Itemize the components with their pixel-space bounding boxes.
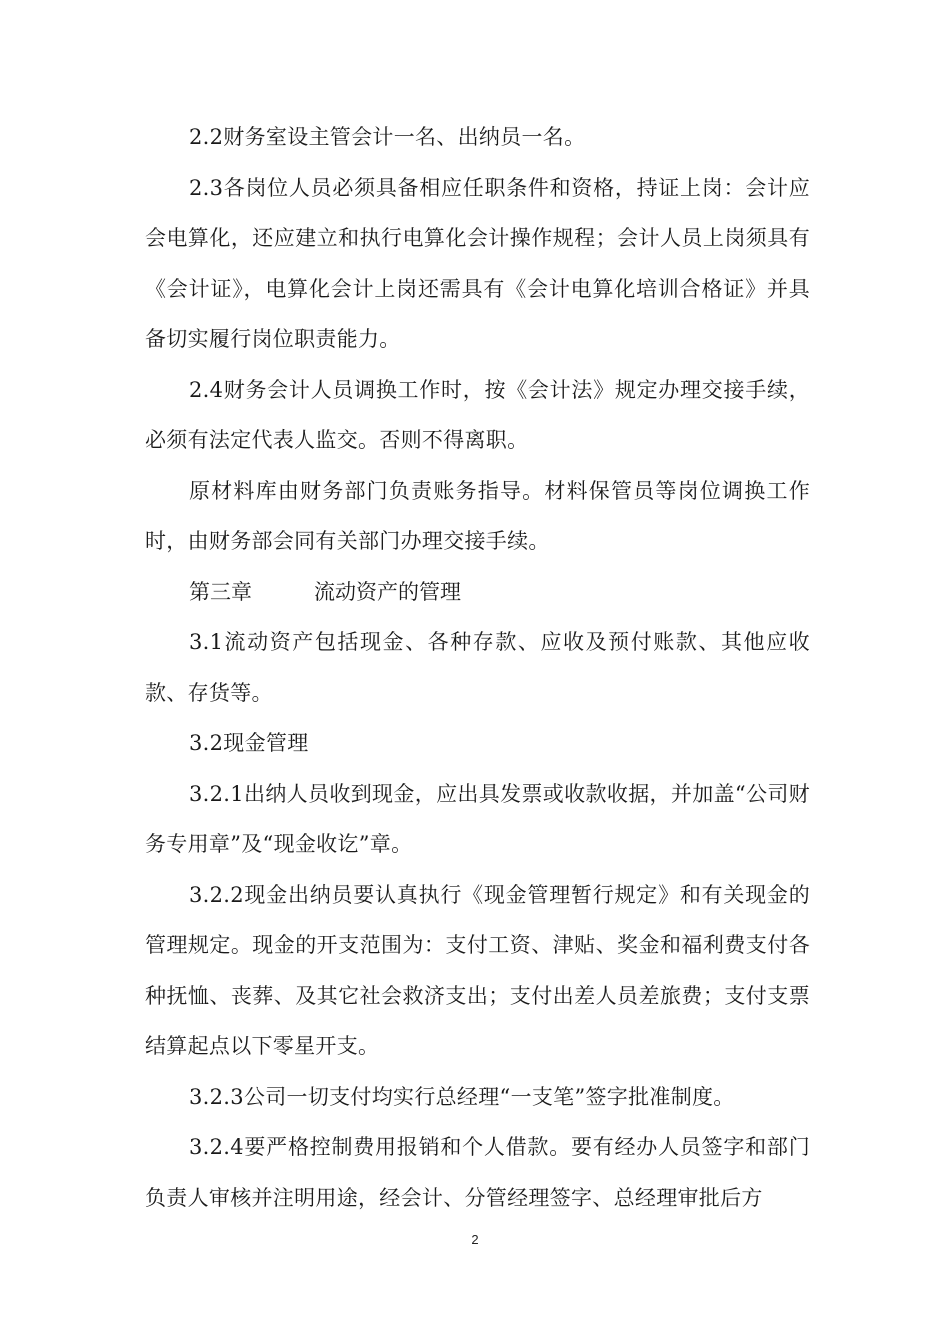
document-body <box>145 112 810 1223</box>
paragraph-raw-material: 原材料库由财务部门负责账务指导。材料保管员等岗位调换工作时，由财务部会同有关部门办理交接手续。 <box>145 478 810 553</box>
paragraph-3-2-3: 3.2.3公司一切支付均实行总经理“一支笔”签字批准制度。 <box>189 1084 735 1109</box>
chapter-number: 第三章 <box>189 579 252 604</box>
paragraph-3-1: 3.1流动资产包括现金、各种存款、应收及预付账款、其他应收款、存货等。 <box>145 630 810 705</box>
paragraph-3-2-2: 3.2.2现金出纳员要认真执行《现金管理暂行规定》和有关现金的管理规定。现金的开支范围为：支付工资、津贴、奖金和福利费支付各种抚恤、丧葬、及其它社会救济支出；支付出差人员差旅费；支付支票结算起点以下零星开支。 <box>145 882 810 1058</box>
chapter-title: 流动资产的管理 <box>314 579 461 604</box>
paragraph-2-3: 2.3各岗位人员必须具备相应任职条件和资格，持证上岗：会计应会电算化，还应建立和执行电算化会计操作规程；会计人员上岗须具有《会计证》，电算化会计上岗还需具有《会计电算化培训合格证》并具备切实履行岗位职责能力。 <box>145 175 810 351</box>
paragraph-3-2-1: 3.2.1出纳人员收到现金，应出具发票或收款收据，并加盖“公司财务专用章”及“现金收讫”章。 <box>145 781 810 856</box>
page-number: 2 <box>471 1232 479 1247</box>
paragraph-3-2-4: 3.2.4要严格控制费用报销和个人借款。要有经办人员签字和部门负责人审核并注明用途，经会计、分管经理签字、总经理审批后方 <box>145 1135 810 1210</box>
paragraph-3-2: 3.2现金管理 <box>189 731 309 755</box>
paragraph-2-2: 2.2财务室设主管会计一名、出纳员一名。 <box>189 125 586 149</box>
paragraph-2-4: 2.4财务会计人员调换工作时，按《会计法》规定办理交接手续，必须有法定代表人监交。否则不得离职。 <box>145 377 810 452</box>
chapter-heading <box>145 567 810 618</box>
